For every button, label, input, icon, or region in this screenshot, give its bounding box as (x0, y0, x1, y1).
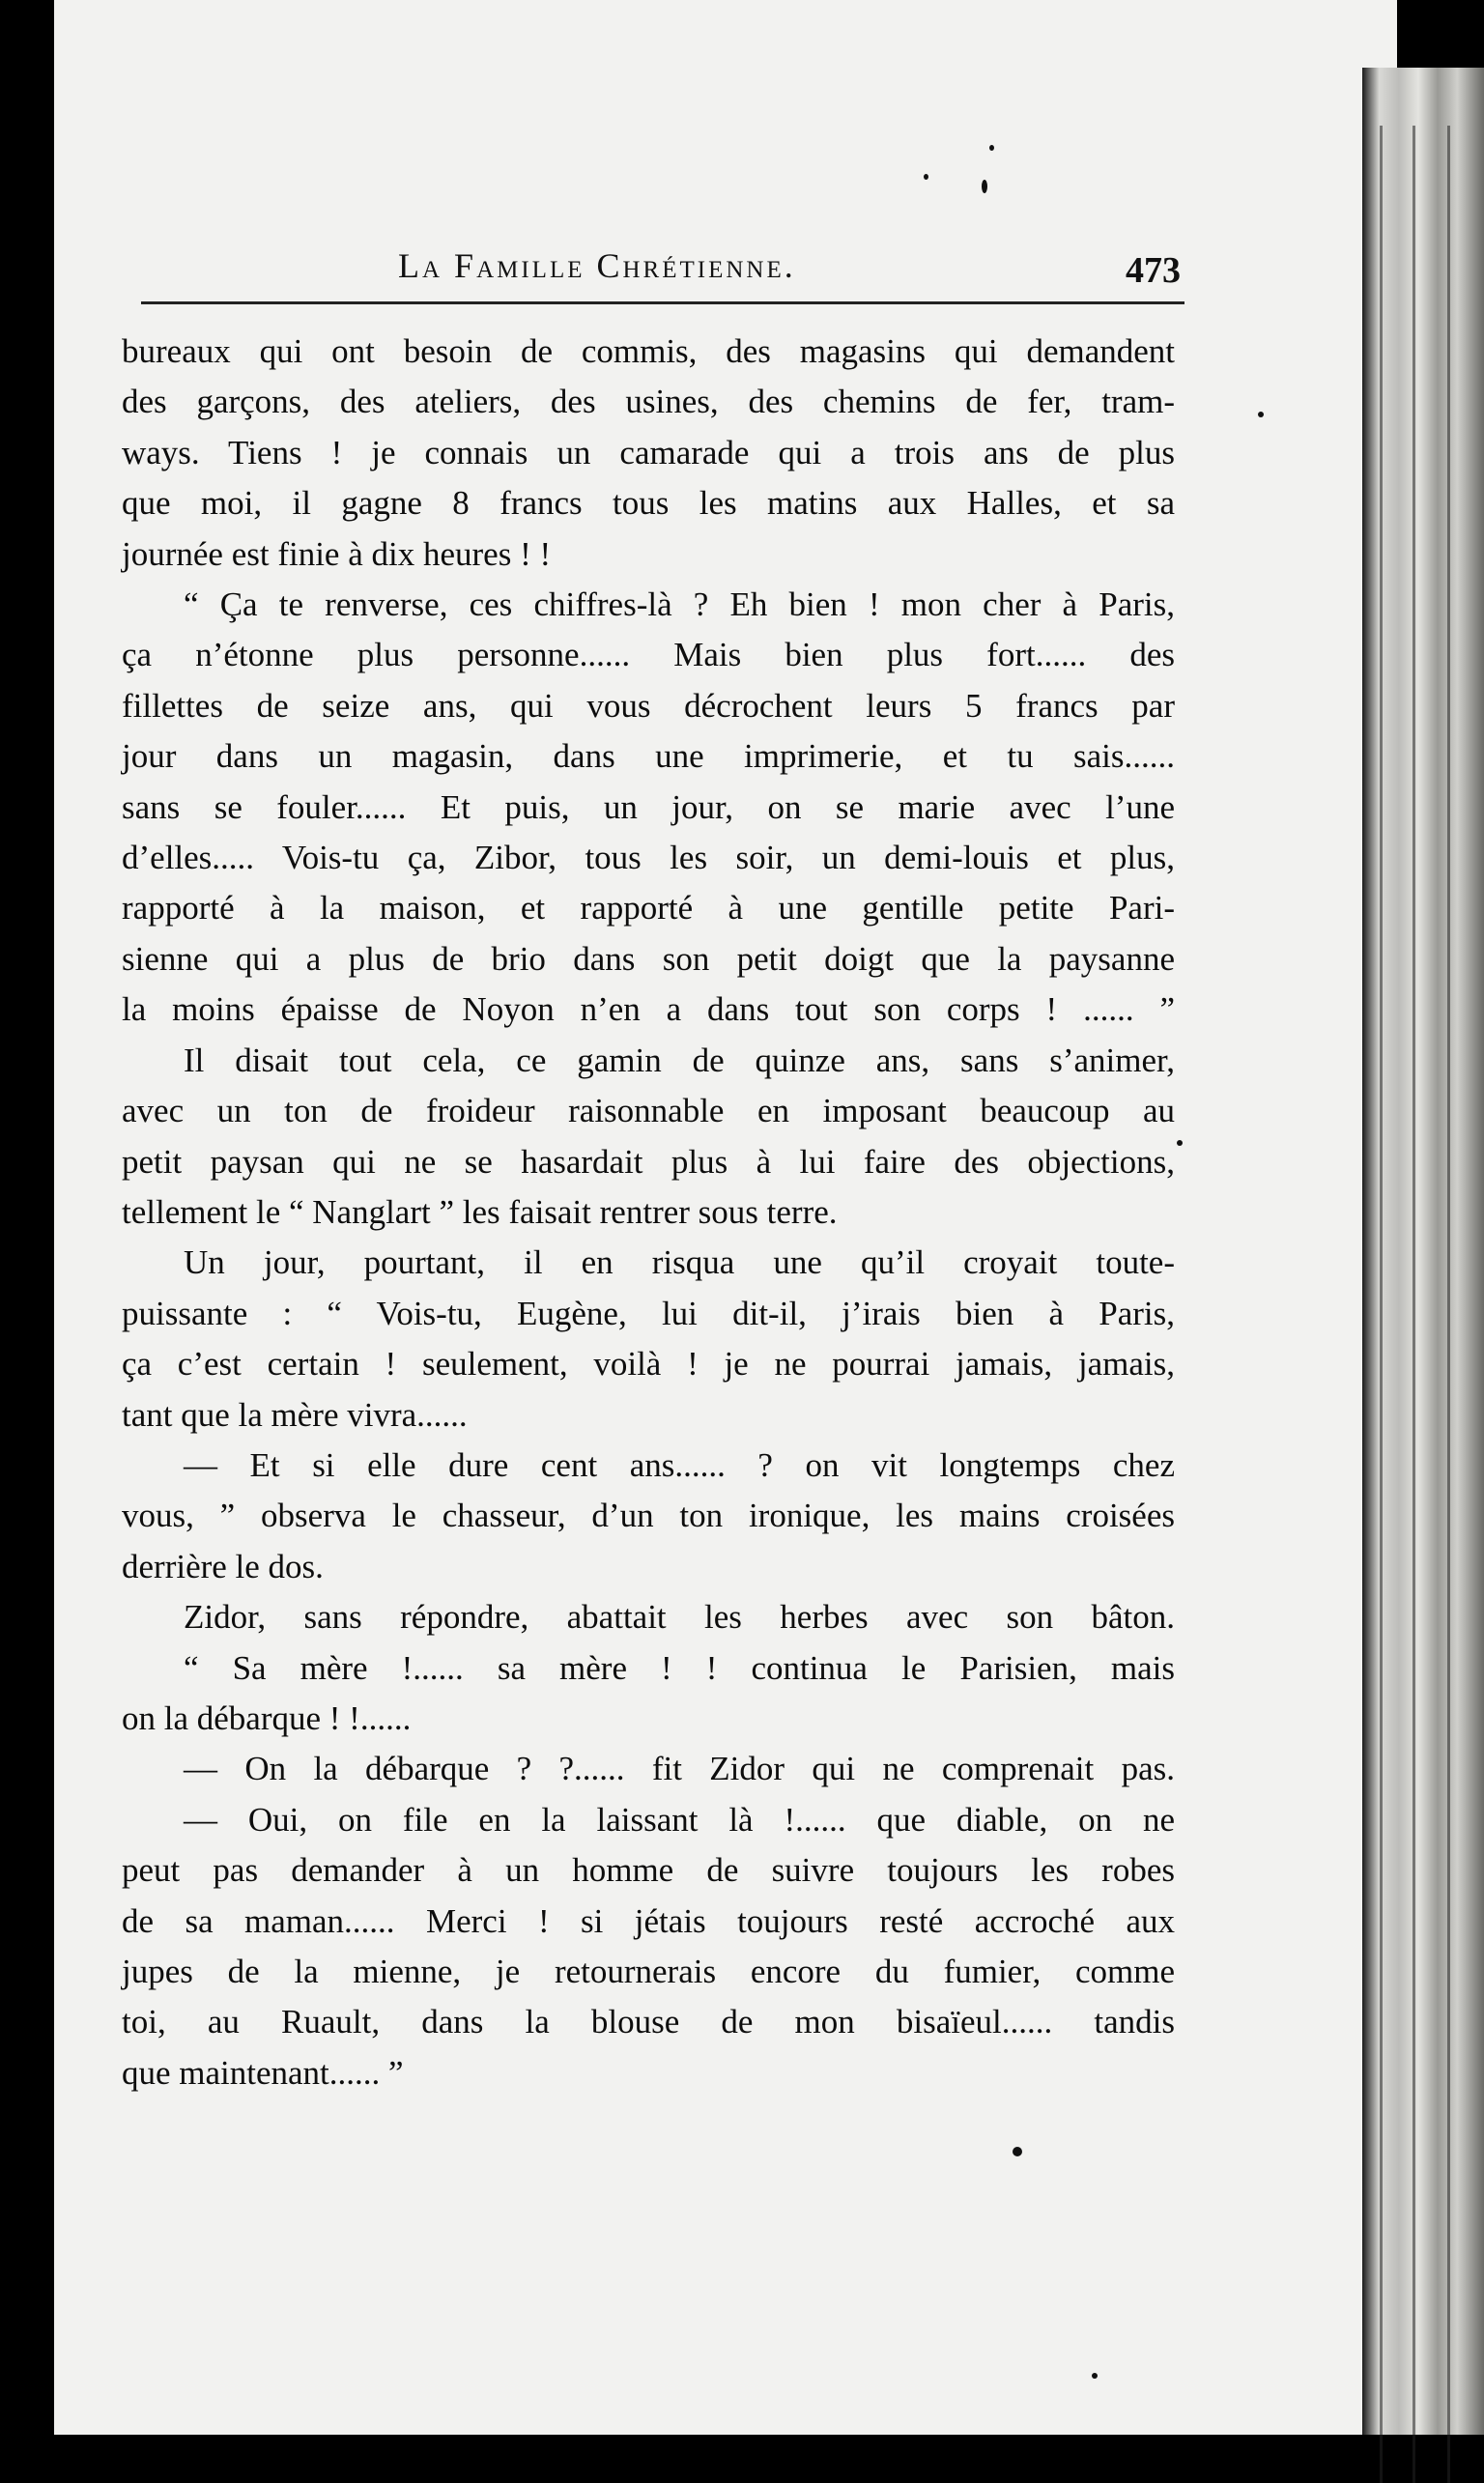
text-line: puissante : “ Vois-tu, Eugène, lui dit-il, j’irais bien à Paris, (122, 1294, 1175, 1332)
page-number: 473 (1126, 250, 1181, 291)
text-line: — On la débarque ? ?...... fit Zidor qui ne comprenait pas. (184, 1750, 1175, 1788)
text-line: que maintenant...... ” (122, 2053, 404, 2092)
text-line: avec un ton de froideur raisonnable en imposant beaucoup au (122, 1092, 1175, 1130)
ink-speck (1258, 412, 1264, 417)
text-line: sienne qui a plus de brio dans son petit doigt que la paysanne (122, 939, 1175, 978)
text-line: petit paysan qui ne se hasardait plus à lui faire des objections, (122, 1142, 1175, 1181)
header-rule (141, 301, 1184, 304)
text-line: sans se fouler...... Et puis, un jour, on se marie avec l’une (122, 787, 1175, 826)
page-edge-line (1413, 126, 1415, 2483)
text-line: rapporté à la maison, et rapporté à une gentille petite Pari- (122, 889, 1175, 928)
text-line: vous, ” observa le chasseur, d’un ton ironique, les mains croisées (122, 1497, 1175, 1535)
ink-speck (989, 145, 994, 151)
text-line: Un jour, pourtant, il en risqua une qu’il croyait toute- (184, 1243, 1175, 1282)
text-line: — Et si elle dure cent ans...... ? on vit longtemps chez (184, 1445, 1175, 1484)
text-line: jupes de la mienne, je retournerais encore du fumier, comme (122, 1953, 1175, 1990)
ink-speck (1092, 2373, 1098, 2379)
text-line: on la débarque ! !...... (122, 1698, 412, 1737)
body-text (122, 327, 1175, 2098)
page-edge-line (1380, 126, 1383, 2483)
text-line: — Oui, on file en la laissant là !...... que diable, on ne (184, 1800, 1175, 1839)
text-line: peut pas demander à un homme de suivre toujours les robes (122, 1851, 1175, 1890)
text-line: Il disait tout cela, ce gamin de quinze ans, sans s’animer, (184, 1041, 1175, 1079)
text-line: “ Sa mère !...... sa mère ! ! continua le Parisien, mais (184, 1648, 1175, 1687)
ink-speck (982, 180, 987, 193)
text-line: jour dans un magasin, dans une imprimerie, et tu sais...... (122, 737, 1175, 776)
text-line: de sa maman...... Merci ! si jétais toujours resté accroché aux (122, 1901, 1175, 1940)
text-line: fillettes de seize ans, qui vous décrochent leurs 5 francs par (122, 686, 1175, 725)
text-line: toi, au Ruault, dans la blouse de mon bisaïeul...... tandis (122, 2003, 1175, 2041)
text-line: “ Ça te renverse, ces chiffres-là ? Eh bien ! mon cher à Paris, (184, 585, 1175, 624)
text-line: bureaux qui ont besoin de commis, des magasins qui demandent (122, 332, 1175, 370)
text-line: que moi, il gagne 8 francs tous les matins aux Halles, et sa (122, 484, 1175, 523)
text-line: d’elles..... Vois-tu ça, Zibor, tous les soir, un demi-louis et plus, (122, 839, 1175, 877)
text-line: ways. Tiens ! je connais un camarade qui a trois ans de plus (122, 433, 1175, 471)
text-line: tellement le “ Nanglart ” les faisait rentrer sous terre. (122, 1192, 838, 1231)
text-line: ça n’étonne plus personne...... Mais bien plus fort...... des (122, 636, 1175, 674)
running-head (135, 232, 1198, 290)
text-line: ça c’est certain ! seulement, voilà ! je ne pourrai jamais, jamais, (122, 1345, 1175, 1384)
text-line: des garçons, des ateliers, des usines, des chemins de fer, tram- (122, 383, 1175, 421)
text-line: derrière le dos. (122, 1547, 324, 1585)
text-line: tant que la mère vivra...... (122, 1395, 468, 1434)
ink-speck (924, 174, 928, 180)
ink-speck (1177, 1140, 1183, 1146)
ink-speck (1013, 2147, 1022, 2156)
running-title: La Famille Chrétienne. (398, 246, 796, 285)
text-line: Zidor, sans répondre, abattait les herbes avec son bâton. (184, 1598, 1175, 1637)
text-line: la moins épaisse de Noyon n’en a dans tout son corps ! ...... ” (122, 990, 1175, 1029)
page-edge-line (1447, 126, 1450, 2483)
text-line: journée est finie à dix heures ! ! (122, 534, 552, 573)
page-edge-gutter (1362, 68, 1484, 2435)
